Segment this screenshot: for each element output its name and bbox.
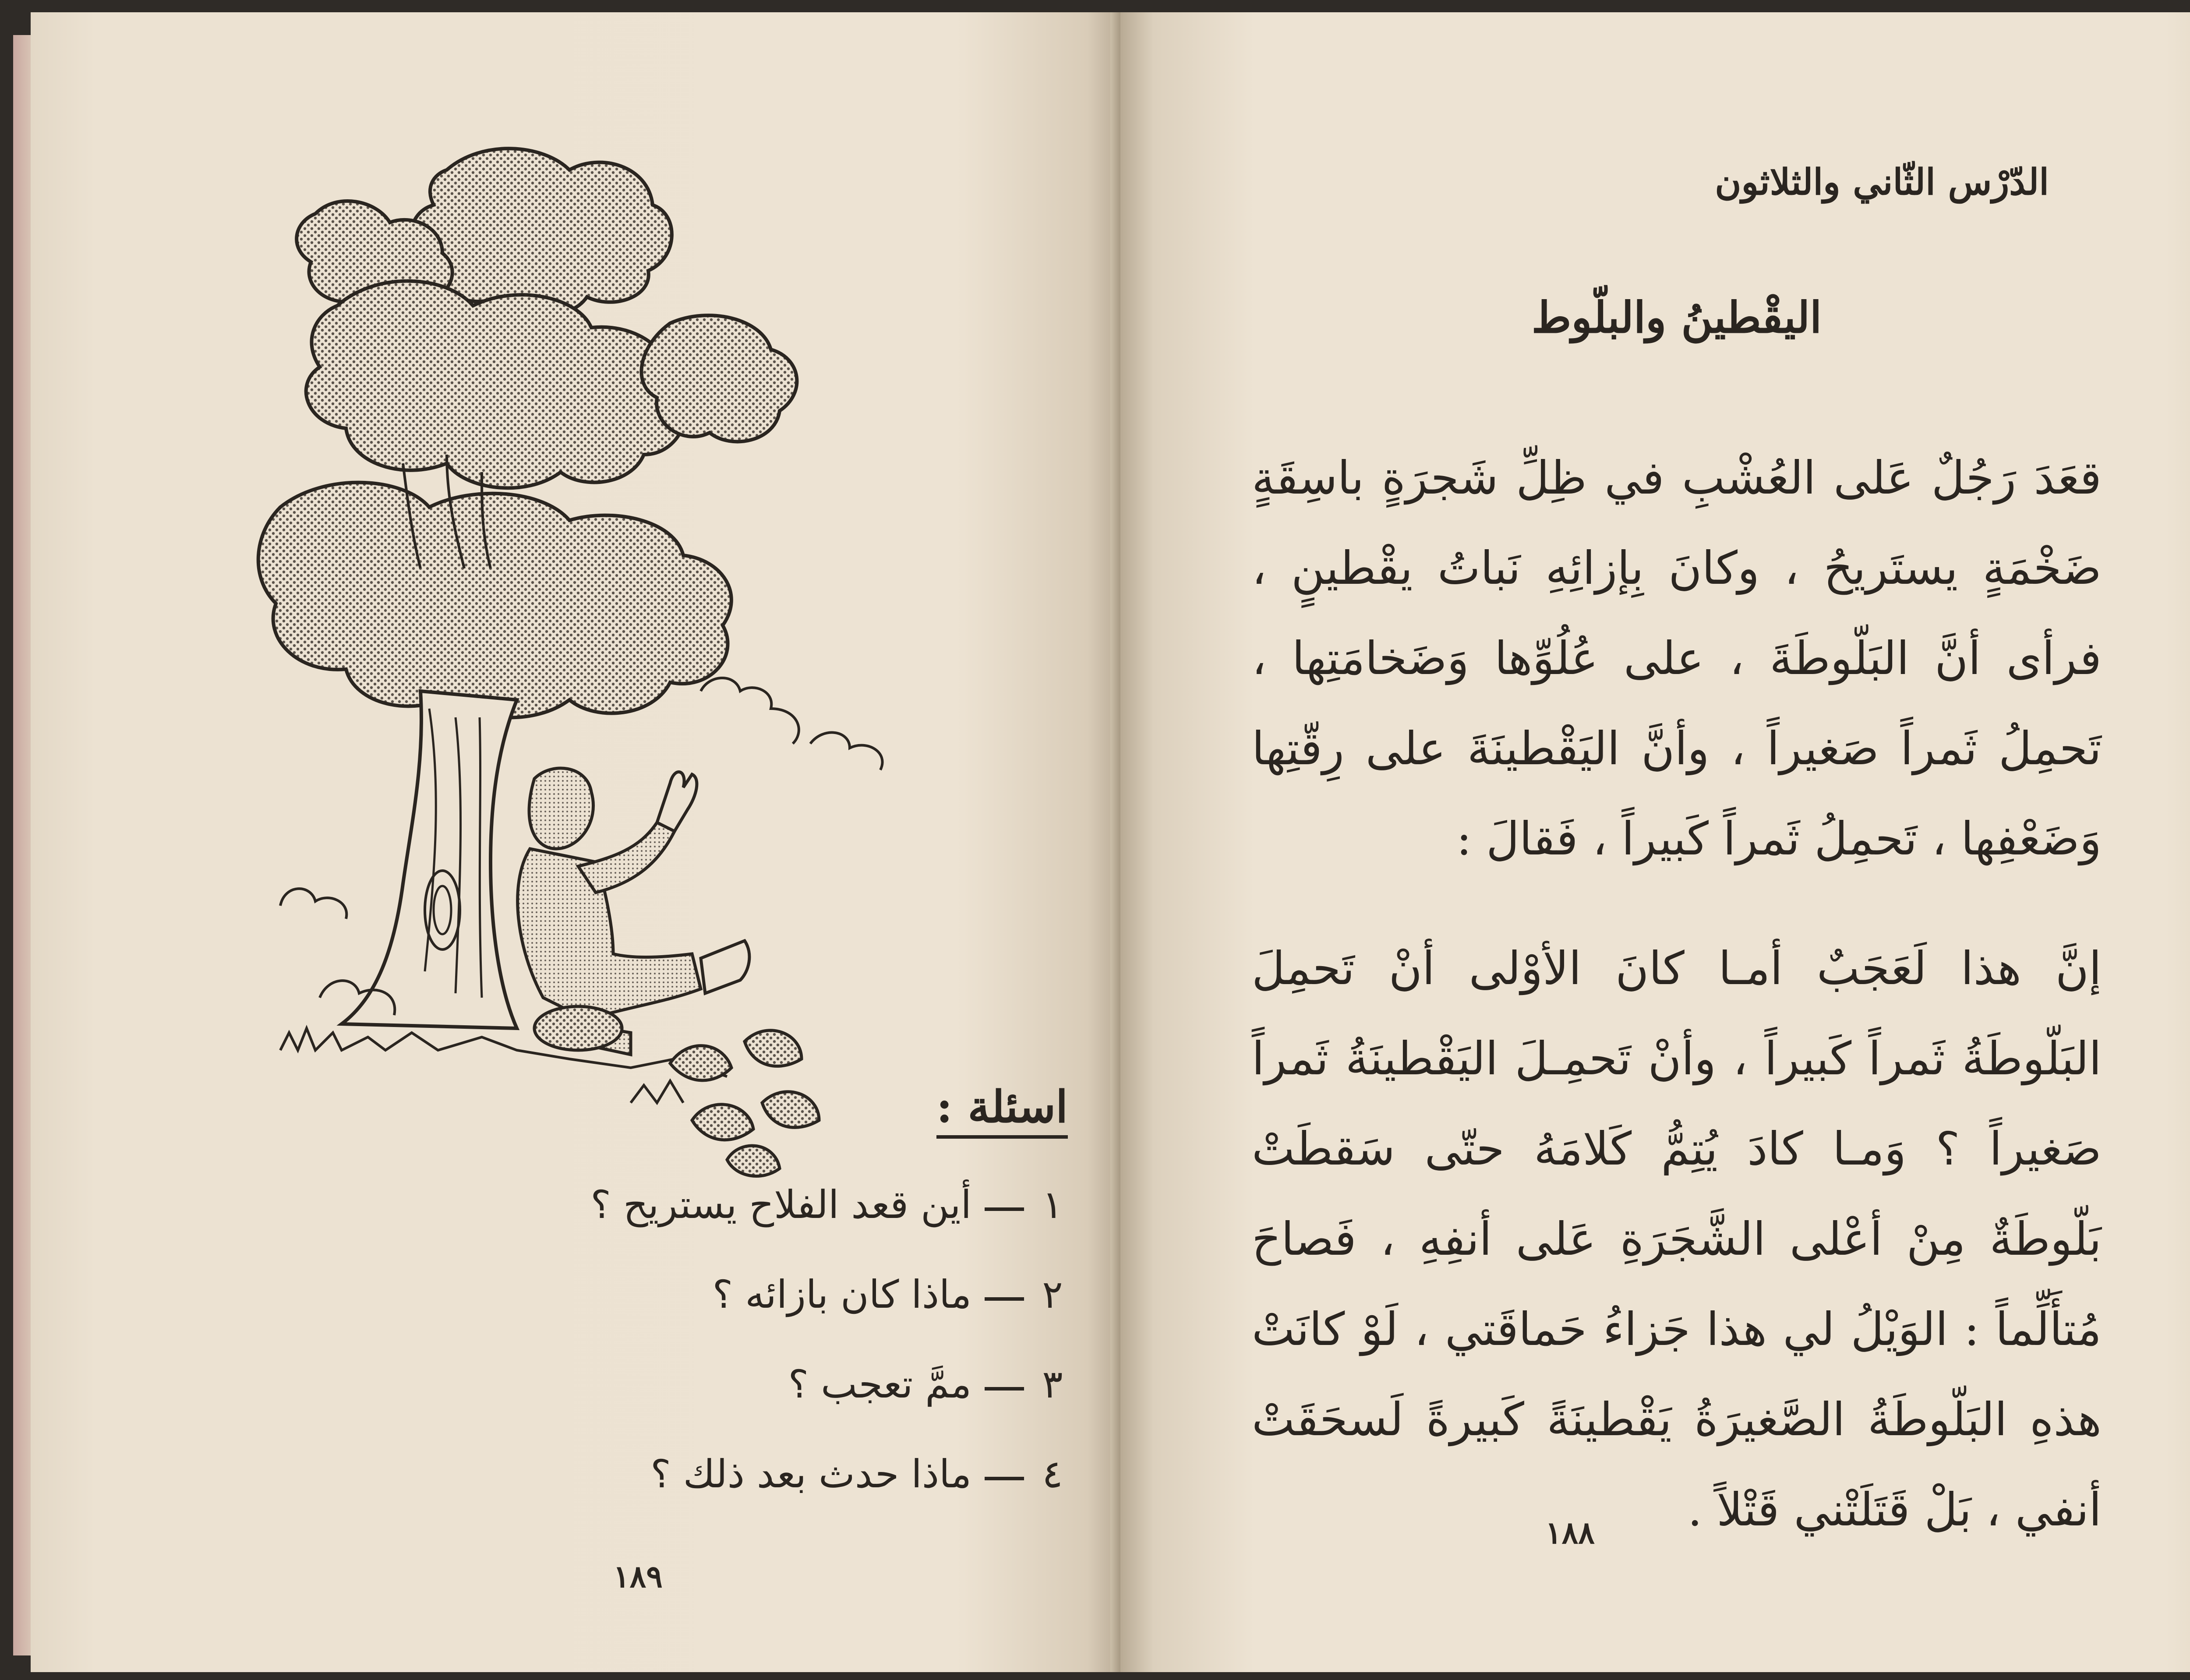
question-text: ماذا كان بازائه ؟ [712,1272,971,1317]
page-number-left: ١٨٩ [613,1558,663,1595]
question-number: ١ [1042,1182,1063,1227]
questions-heading: اسئلة : [936,1081,1068,1139]
page-number-right: ١٨٨ [1545,1514,1595,1551]
book-cover-edge [13,35,31,1655]
question-dash [985,1477,1024,1480]
question-item [455,1249,1068,1339]
question-dash [985,1207,1024,1211]
question-number: ٢ [1042,1272,1063,1317]
tree-foliage [258,148,797,717]
tree-and-man-illustration [237,139,1134,1208]
question-text: ممَّ تعجب ؟ [788,1362,971,1407]
left-page [31,12,1120,1672]
question-number: ٤ [1042,1451,1063,1496]
question-text: أين قعد الفلاح يستريح ؟ [590,1182,971,1227]
question-text: ماذا حدث بعد ذلك ؟ [650,1451,971,1496]
question-dash [985,1297,1024,1301]
question-item [455,1429,1068,1519]
seated-man [518,768,749,1055]
grass [280,1028,727,1103]
question-number: ٣ [1042,1362,1063,1407]
story-title: اليقْطينُ والبلّوط [1531,293,1822,343]
question-item [455,1339,1068,1429]
leafy-plant [670,1031,819,1176]
question-dash [985,1387,1024,1391]
story-paragraph-2: إنَّ هذا لَعَجَبٌ أمـا كانَ الأوْلى أنْ تَحمِلَ البَلّوطَةُ ثَمراً كَبيراً ، وأنْ تَحمِـلَ اليَقْطينَةُ ثَمراً صَغيراً ؟ وَمـا كادَ يُتِمُّ كَلامَهُ حتّى سَقطَتْ بَلّوطَةٌ مِنْ أعْلى الشَّجَرَةِ عَلى أنفِهِ ، فَصاحَ مُتأَلِّماً : الوَيْلُ لي هذا جَزاءُ حَماقَتي ، لَوْ كانَتْ هذهِ البَلّوطَةُ الصَّغيرَةُ يَقْطينَةً كَبيرةً لَسحَقَتْ أنفي ، بَلْ قَتَلَتْني قَتْلاً . [1252,942,2102,1536]
lesson-title: الدّرْس الثّاني والثلاثون [1715,161,2049,203]
question-item [455,1160,1068,1249]
right-page [1120,12,2190,1672]
questions-list [455,1160,1068,1519]
story-paragraph-1: قعَدَ رَجُلٌ عَلى العُشْبِ في ظِلِّ شَجرَةٍ باسِقَةٍ ضَخْمَةٍ يستَريحُ ، وكانَ بِإزائِهِ نَباتُ يقْطينٍ ، فرأى أنَّ البَلّوطَةَ ، على عُلُوِّها وَضَخامَتِها ، تَحمِلُ ثَمراً صَغيراً ، وأنَّ اليَقْطينَةَ على رِقّتِها وَضَعْفِها ، تَحمِلُ ثَمراً كَبيراً ، فَقالَ : [1252,451,2102,865]
